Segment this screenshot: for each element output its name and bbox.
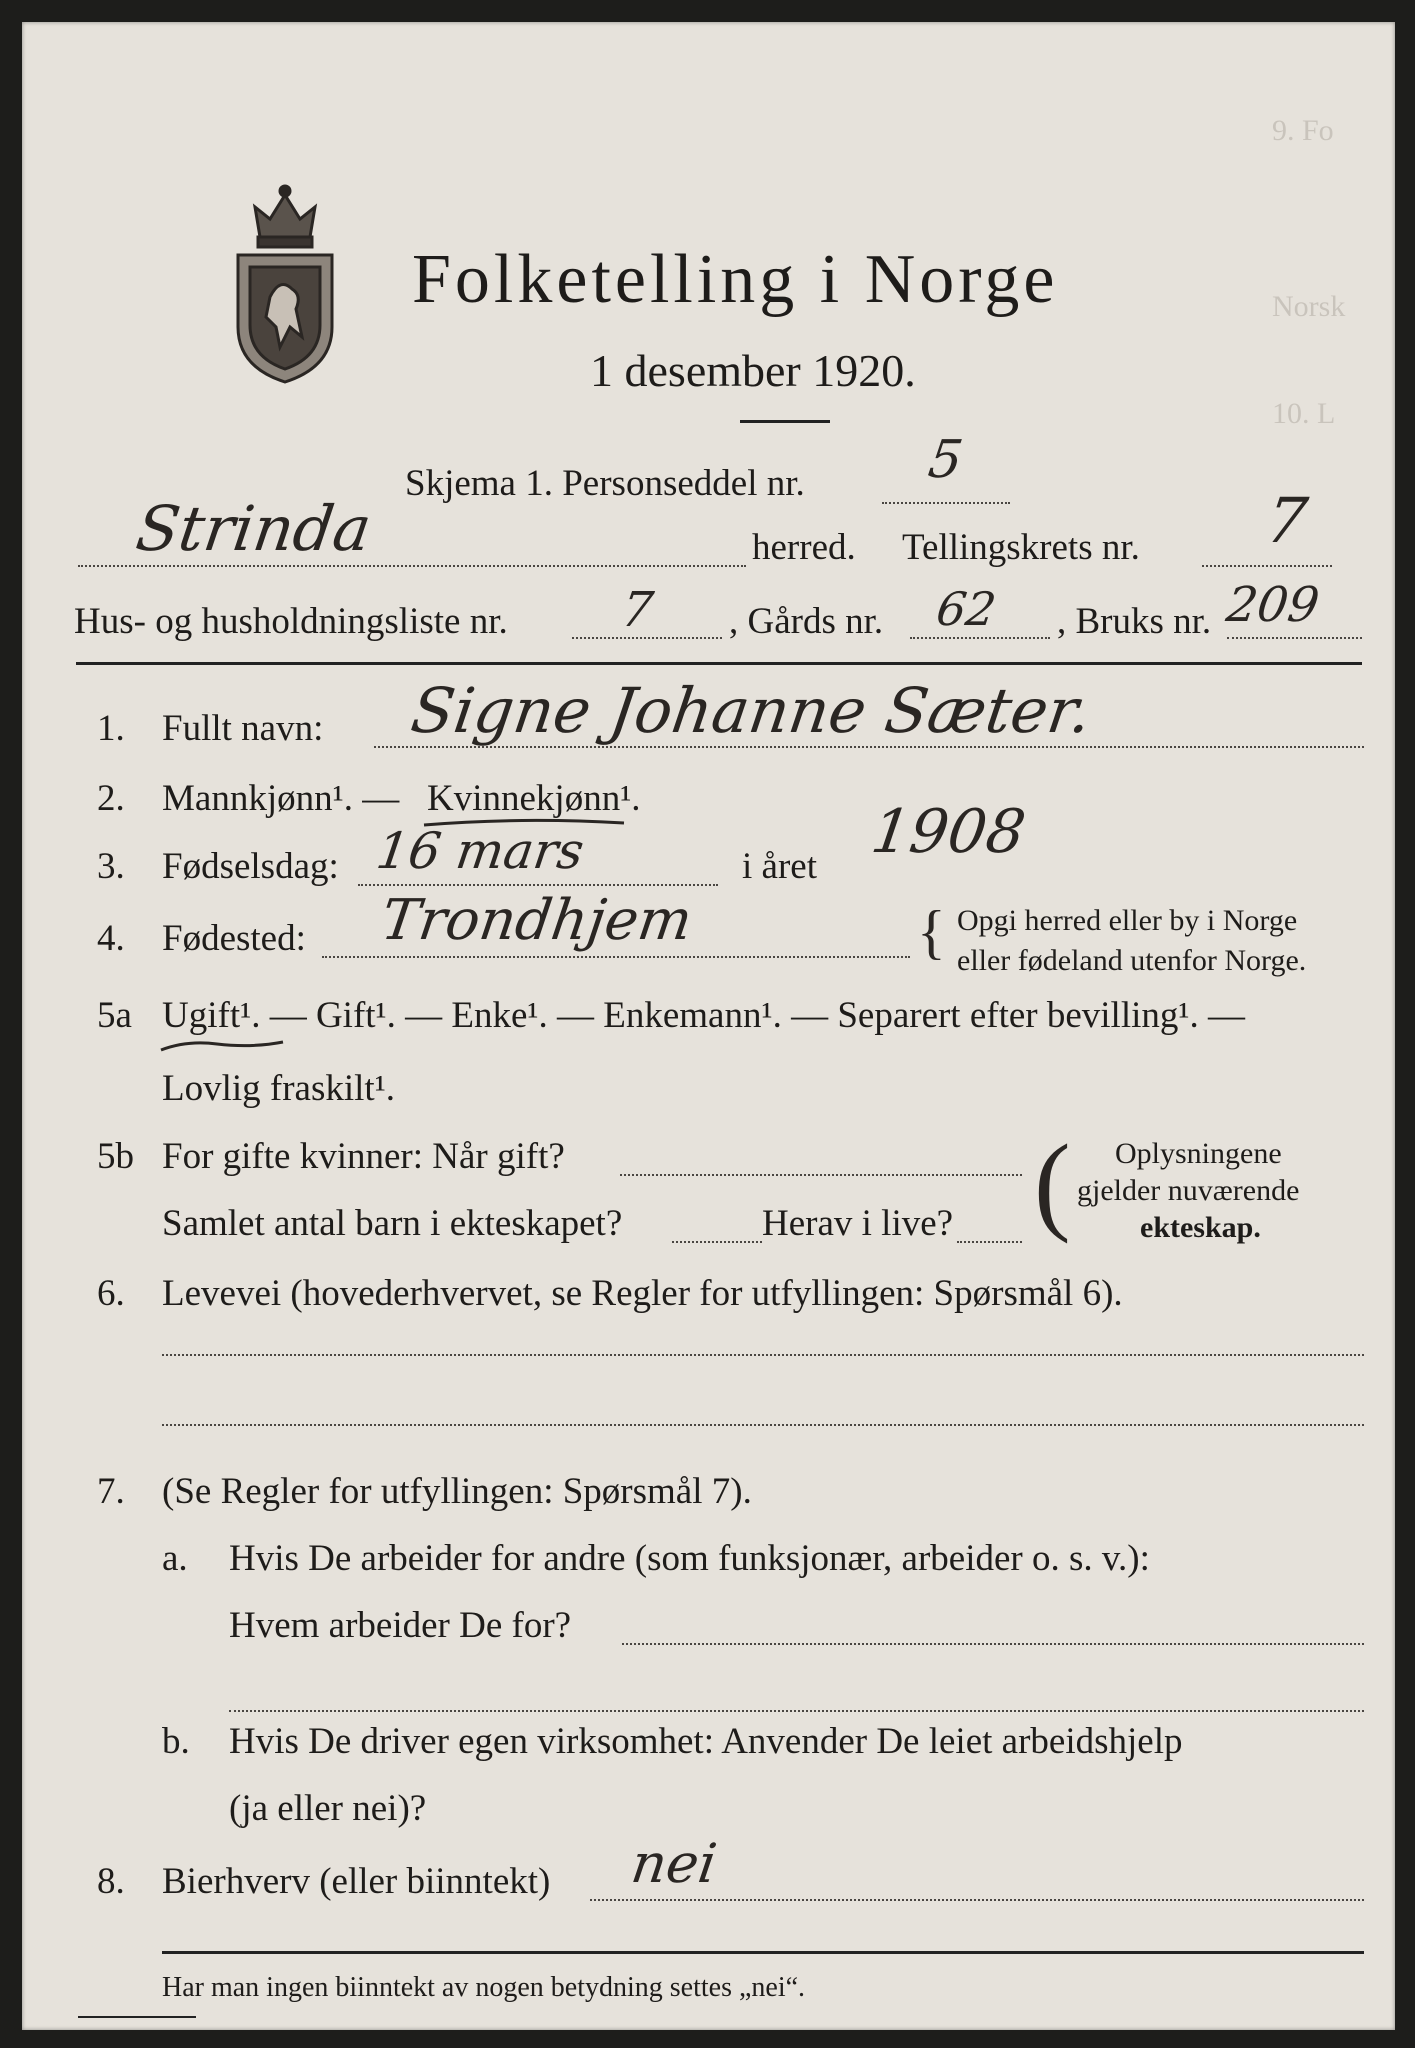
q5a-options: Ugift¹. — Gift¹. — Enke¹. — Enkemann¹. — Separert efter bevilling¹. — bbox=[162, 995, 1245, 1036]
norwegian-coat-of-arms-icon bbox=[230, 177, 340, 387]
q4-note-2: eller fødeland utenfor Norge. bbox=[957, 944, 1307, 977]
gards-value: 62 bbox=[933, 582, 1000, 636]
herred-value: Strinda bbox=[131, 492, 376, 565]
occupation-field-1[interactable] bbox=[162, 1354, 1364, 1356]
footer-note: Har man ingen biinntekt av nogen betydning settes „nei“. bbox=[162, 1972, 806, 2003]
q6-label: Levevei (hovederhvervet, se Regler for utfyllingen: Spørsmål 6). bbox=[162, 1273, 1123, 1314]
q5b-note-2: gjelder nuværende bbox=[1077, 1174, 1300, 1207]
personseddel-value: 5 bbox=[924, 430, 967, 490]
q7-number: 7. bbox=[97, 1471, 125, 1512]
form-date: 1 desember 1920. bbox=[590, 345, 916, 396]
q5a-options-cont: Lovlig fraskilt¹. bbox=[162, 1068, 396, 1109]
birthday-field[interactable] bbox=[358, 884, 718, 886]
side-income-value: nei bbox=[627, 1832, 721, 1895]
married-when-field[interactable] bbox=[620, 1174, 1022, 1176]
bruks-label: , Bruks nr. bbox=[1057, 601, 1212, 642]
children-count-field[interactable] bbox=[672, 1241, 762, 1243]
q5b-note-1: Oplysningene bbox=[1115, 1137, 1282, 1170]
q2-mann: Mannkjønn¹. — bbox=[162, 778, 400, 819]
q7b-letter: b. bbox=[162, 1721, 190, 1762]
q7a-label: Hvis De arbeider for andre (som funksjonær, arbeider o. s. v.): bbox=[229, 1538, 1150, 1579]
employer-field[interactable] bbox=[622, 1643, 1364, 1645]
husholdningsliste-label: Hus- og husholdningsliste nr. bbox=[74, 601, 508, 642]
tellingskrets-field[interactable] bbox=[1202, 565, 1332, 567]
header-rule bbox=[76, 662, 1362, 665]
form-title: Folketelling i Norge bbox=[412, 241, 1059, 318]
employer-field-2[interactable] bbox=[229, 1710, 1364, 1712]
q1-label: Fullt navn: bbox=[162, 708, 324, 749]
q2-number: 2. bbox=[97, 778, 125, 819]
q5b-children-label: Samlet antal barn i ekteskapet? bbox=[162, 1203, 623, 1244]
q8-label: Bierhverv (eller biinntekt) bbox=[162, 1861, 551, 1902]
footnote-rule bbox=[78, 2016, 196, 2018]
q5b-note-3: ekteskap. bbox=[1140, 1211, 1261, 1244]
tellingskrets-value: 7 bbox=[1261, 484, 1312, 557]
bleed-text: Norsk bbox=[1272, 290, 1346, 323]
title-divider bbox=[740, 420, 830, 423]
footer-rule bbox=[162, 1951, 1364, 1954]
q4-note-1: Opgi herred eller by i Norge bbox=[957, 904, 1298, 937]
husholdningsliste-value: 7 bbox=[618, 582, 657, 638]
q5b-number: 5b bbox=[97, 1136, 134, 1177]
q7b-question: (ja eller nei)? bbox=[229, 1788, 427, 1829]
children-alive-field[interactable] bbox=[957, 1241, 1022, 1243]
side-income-field[interactable] bbox=[590, 1899, 1364, 1901]
census-form-page bbox=[22, 22, 1395, 2030]
occupation-field-2[interactable] bbox=[162, 1424, 1364, 1426]
q3-number: 3. bbox=[97, 846, 125, 887]
bleed-text: 9. Fo bbox=[1272, 114, 1334, 147]
tellingskrets-label: Tellingskrets nr. bbox=[902, 527, 1140, 568]
q7a-letter: a. bbox=[162, 1538, 188, 1579]
q3-label: Fødselsdag: bbox=[162, 846, 339, 887]
q3-year-label: i året bbox=[742, 846, 817, 887]
q8-number: 8. bbox=[97, 1861, 125, 1902]
bruks-field[interactable] bbox=[1227, 637, 1362, 639]
q1-number: 1. bbox=[97, 708, 125, 749]
bruks-value: 209 bbox=[1223, 577, 1323, 633]
full-name-value: Signe Johanne Sæter. bbox=[406, 674, 1096, 747]
q4-number: 4. bbox=[97, 918, 125, 959]
herred-label: herred. bbox=[752, 527, 856, 568]
q4-label: Fødested: bbox=[162, 918, 306, 959]
bleed-text: 10. L bbox=[1272, 397, 1336, 430]
q7b-label: Hvis De driver egen virksomhet: Anvender De leiet arbeidshjelp bbox=[229, 1721, 1183, 1762]
q5b-brace: ( bbox=[1034, 1122, 1071, 1244]
birthplace-value: Trondhjem bbox=[377, 888, 696, 953]
q5b-label: For gifte kvinner: Når gift? bbox=[162, 1136, 565, 1177]
gards-field[interactable] bbox=[910, 637, 1050, 639]
q5b-alive-label: Herav i live? bbox=[762, 1203, 954, 1244]
gards-label: , Gårds nr. bbox=[729, 601, 884, 642]
q6-number: 6. bbox=[97, 1273, 125, 1314]
q7-label: (Se Regler for utfyllingen: Spørsmål 7). bbox=[162, 1471, 752, 1512]
birthday-value: 16 mars bbox=[372, 822, 588, 880]
personseddel-field[interactable] bbox=[882, 502, 1010, 504]
birth-year-value: 1908 bbox=[867, 797, 1030, 867]
q4-brace: { bbox=[917, 899, 946, 965]
herred-field[interactable] bbox=[78, 565, 746, 567]
ugift-underline-mark bbox=[157, 1034, 287, 1058]
skjema-label: Skjema 1. Personseddel nr. bbox=[405, 463, 805, 504]
q2-kvinne[interactable]: Kvinnekjønn¹. bbox=[427, 778, 641, 819]
birthplace-field[interactable] bbox=[322, 956, 910, 958]
q5a-number: 5a bbox=[97, 995, 132, 1036]
q7a-question: Hvem arbeider De for? bbox=[229, 1605, 572, 1646]
